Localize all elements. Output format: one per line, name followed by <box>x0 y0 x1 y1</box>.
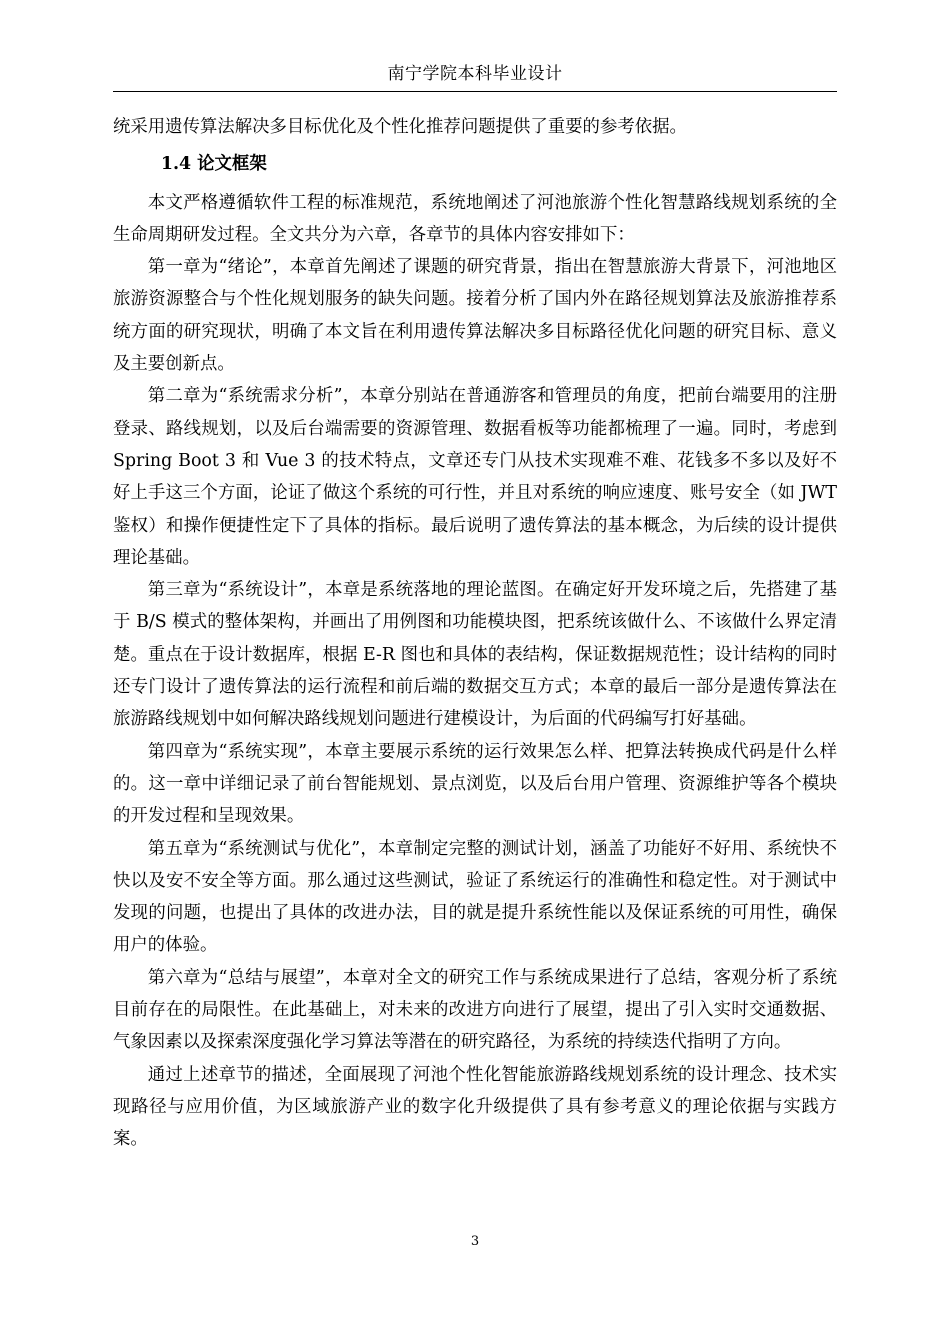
body-paragraph-chapter-5: 第五章为“系统测试与优化”，本章制定完整的测试计划，涵盖了功能好不好用、系统快不快以及安不安全等方面。那么通过这些测试，验证了系统运行的准确性和稳定性。对于测试中发现的问题，也提出了具体的改进办法，目的就是提升系统性能以及保证系统的可用性，确保用户的体验。 <box>113 838 837 956</box>
body-paragraph-chapter-3: 第三章为“系统设计”，本章是系统落地的理论蓝图。在确定好开发环境之后，先搭建了基于 B/S 模式的整体架构，并画出了用例图和功能模块图，把系统该做什么、不该做什么界定清楚。重点在于设计数据库，根据 E-R 图也和具体的表结构，保证数据规范性；设计结构的同时还专门设计了遗传算法的运行流程和前后端的数据交互方式；本章的最后一部分是遗传算法在旅游路线规划中如何解决路线规划问题进行建模设计，为后面的代码编写打好基础。 <box>113 580 837 730</box>
page-body <box>113 111 837 1156</box>
body-paragraph-chapter-6: 第六章为“总结与展望”，本章对全文的研究工作与系统成果进行了总结，客观分析了系统目前存在的局限性。在此基础上，对未来的改进方向进行了展望，提出了引入实时交通数据、气象因素以及探索深度强化学习算法等潜在的研究路径，为系统的持续迭代指明了方向。 <box>113 967 837 1053</box>
body-paragraph-chapter-1: 第一章为“绪论”，本章首先阐述了课题的研究背景，指出在智慧旅游大背景下，河池地区旅游资源整合与个性化规划服务的缺失问题。接着分析了国内外在路径规划算法及旅游推荐系统方面的研究现状，明确了本文旨在利用遗传算法解决多目标路径优化问题的研究目标、意义及主要创新点。 <box>113 257 837 375</box>
body-paragraph-intro: 本文严格遵循软件工程的标准规范，系统地阐述了河池旅游个性化智慧路线规划系统的全生命周期研发过程。全文共分为六章，各章节的具体内容安排如下： <box>113 192 837 245</box>
body-paragraph-chapter-2: 第二章为“系统需求分析”，本章分别站在普通游客和管理员的角度，把前台端要用的注册登录、路线规划，以及后台端需要的资源管理、数据看板等功能都梳理了一遍。同时，考虑到 Spring Boot 3 和 Vue 3 的技术特点，文章还专门从技术实现难不难、花钱多不多以及好不好上手这三个方面，论证了做这个系统的可行性，并且对系统的响应速度、账号安全（如 JWT 鉴权）和操作便捷性定下了具体的指标。最后说明了遗传算法的基本概念，为后续的设计提供理论基础。 <box>113 386 837 568</box>
body-paragraph-summary: 通过上述章节的描述，全面展现了河池个性化智能旅游路线规划系统的设计理念、技术实现路径与应用价值，为区域旅游产业的数字化升级提供了具有参考意义的理论依据与实践方案。 <box>113 1064 837 1150</box>
continued-paragraph: 统采用遗传算法解决多目标优化及个性化推荐问题提供了重要的参考依据。 <box>113 117 687 137</box>
running-header: 南宁学院本科毕业设计 <box>387 64 563 84</box>
page-number: 3 <box>470 1234 480 1249</box>
header-divider <box>113 91 837 92</box>
section-heading: 1.4 论文框架 <box>160 154 267 175</box>
body-paragraph-chapter-4: 第四章为“系统实现”，本章主要展示系统的运行效果怎么样、把算法转换成代码是什么样的。这一章中详细记录了前台智能规划、景点浏览，以及后台用户管理、资源维护等各个模块的开发过程和呈现效果。 <box>113 741 837 827</box>
